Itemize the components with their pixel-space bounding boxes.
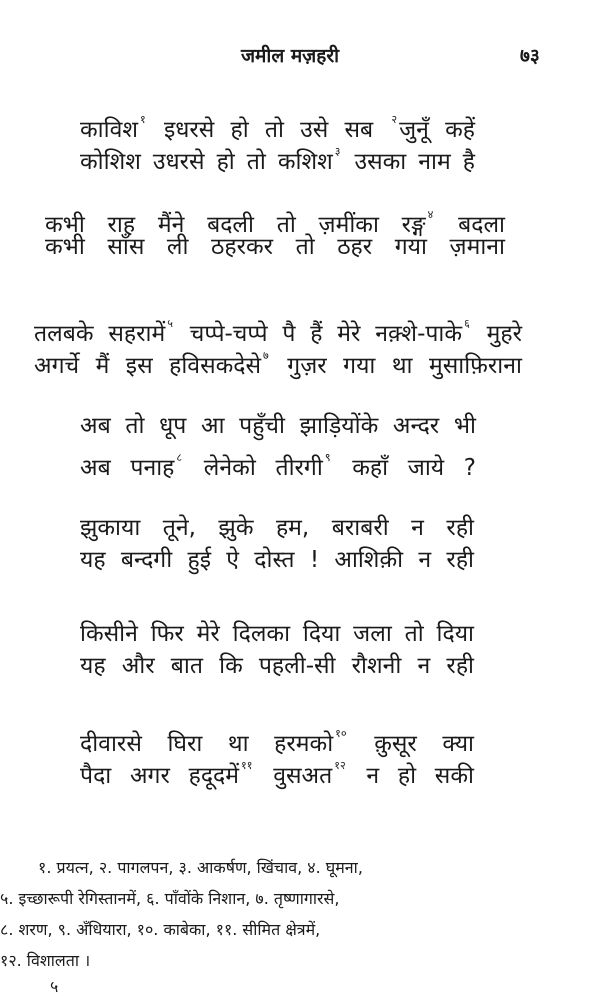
footnote-marker: ६ [464, 317, 470, 330]
verse-text: इधरसे हो तो उसे सब [147, 117, 390, 143]
verse-text: क़ुसूर क्या [348, 731, 474, 757]
footnote-marker: १२ [334, 759, 346, 772]
signature-mark: ५ [50, 977, 59, 996]
couplet [80, 618, 474, 682]
verse-line [45, 199, 505, 238]
verse-text: गुज़र गया था मुसाफ़िराना [270, 353, 522, 379]
verse-line [80, 618, 474, 650]
verse-text: न हो सकी [347, 763, 474, 789]
verse-text: यह और बात कि पहली-सी रौशनी न रही [80, 653, 474, 679]
footnote-line: ८. शरण, ९. अँधियारा, १०. काबेका, ११. सीमित क्षेत्रमें, [0, 920, 321, 939]
footnote-marker: ८ [176, 451, 183, 464]
footnote-marker: १० [335, 727, 347, 740]
couplet [80, 104, 475, 175]
verse-line [80, 104, 475, 143]
verse-line [45, 231, 505, 263]
verse-line [80, 512, 474, 544]
verse-text: तलबके सहरामें [34, 321, 166, 347]
verse-text: अब तो धूप आ पहुँची झाड़ियोंके अन्दर भी [80, 413, 476, 439]
footnote-marker: ९ [324, 451, 331, 464]
verse-text: कोशिश उधरसे हो तो कशिश [80, 149, 333, 175]
footnote-line: १. प्रयत्न, २. पागलपन, ३. आकर्षण, खिंचाव, ४. घूमना, [38, 858, 363, 877]
verse-text: पैदा अगर हदूदमें [80, 763, 240, 789]
verse-text: काविश [80, 117, 139, 143]
verse-line [80, 718, 474, 757]
couplet [80, 512, 474, 576]
couplet [80, 718, 474, 789]
couplet [34, 308, 522, 379]
verse-text: उसका नाम है [342, 149, 475, 175]
verse-text: किसीने फिर मेरे दिलका दिया जला तो दिया [80, 621, 474, 647]
verse-text: बदला [435, 212, 505, 238]
footnote-marker: १ [140, 113, 146, 126]
verse-text: अब पनाह [80, 455, 175, 481]
verse-text: कभी साँस ली ठहरकर तो ठहर गया ज़माना [45, 234, 505, 260]
verse-text: चप्पे-चप्पे पै हैं मेरे नक़्शे-पाके [174, 321, 463, 347]
verse-line [80, 442, 477, 481]
footnote-marker: ११ [241, 759, 253, 772]
verse-text: कहाँ जाये ? [332, 455, 477, 481]
verse-line [80, 544, 474, 576]
verse-text: लेनेको तीरगी [184, 455, 323, 481]
verse-line [34, 308, 522, 347]
verse-text: यह बन्दगी हुई ऐ दोस्त ! आशिक़ी न रही [80, 547, 474, 573]
verse-line [80, 136, 475, 175]
footnote-line: ५. इच्छारूपी रेगिस्तानमें, ६. पाँवोंके निशान, ७. तृष्णागारसे, [0, 889, 340, 908]
page-number: ७३ [520, 45, 540, 67]
verse-line [34, 340, 522, 379]
footnote-marker: ५ [167, 317, 173, 330]
couplet [45, 199, 505, 263]
verse-text: वुसअत [254, 763, 333, 789]
verse-text: कभी राह मैंने बदली तो ज़मींका रङ्ग [45, 212, 426, 238]
verse-text: झुकाया तूने, झुके हम, बराबरी न रही [80, 515, 474, 541]
verse-line [80, 750, 474, 789]
footnote-marker: ३ [334, 145, 341, 158]
verse-line [80, 410, 476, 442]
footnote-marker: ४ [427, 208, 434, 221]
footnotes [0, 852, 592, 976]
verse-text: मुहरे [471, 321, 522, 347]
verse-text: दीवारसे घिरा था हरमको [80, 731, 334, 757]
footnote-marker: २ [391, 113, 398, 126]
couplet [80, 410, 477, 481]
verse-line [80, 650, 474, 682]
verse-text: जुनूँ कहें [399, 117, 475, 143]
footnote-line: १२. विशालता । [0, 951, 91, 970]
running-header-title: जमील मज़हरी [240, 45, 340, 67]
footnote-marker: ७ [263, 349, 269, 362]
verse-text: अगर्चे मैं इस हविसकदेसे [34, 353, 262, 379]
